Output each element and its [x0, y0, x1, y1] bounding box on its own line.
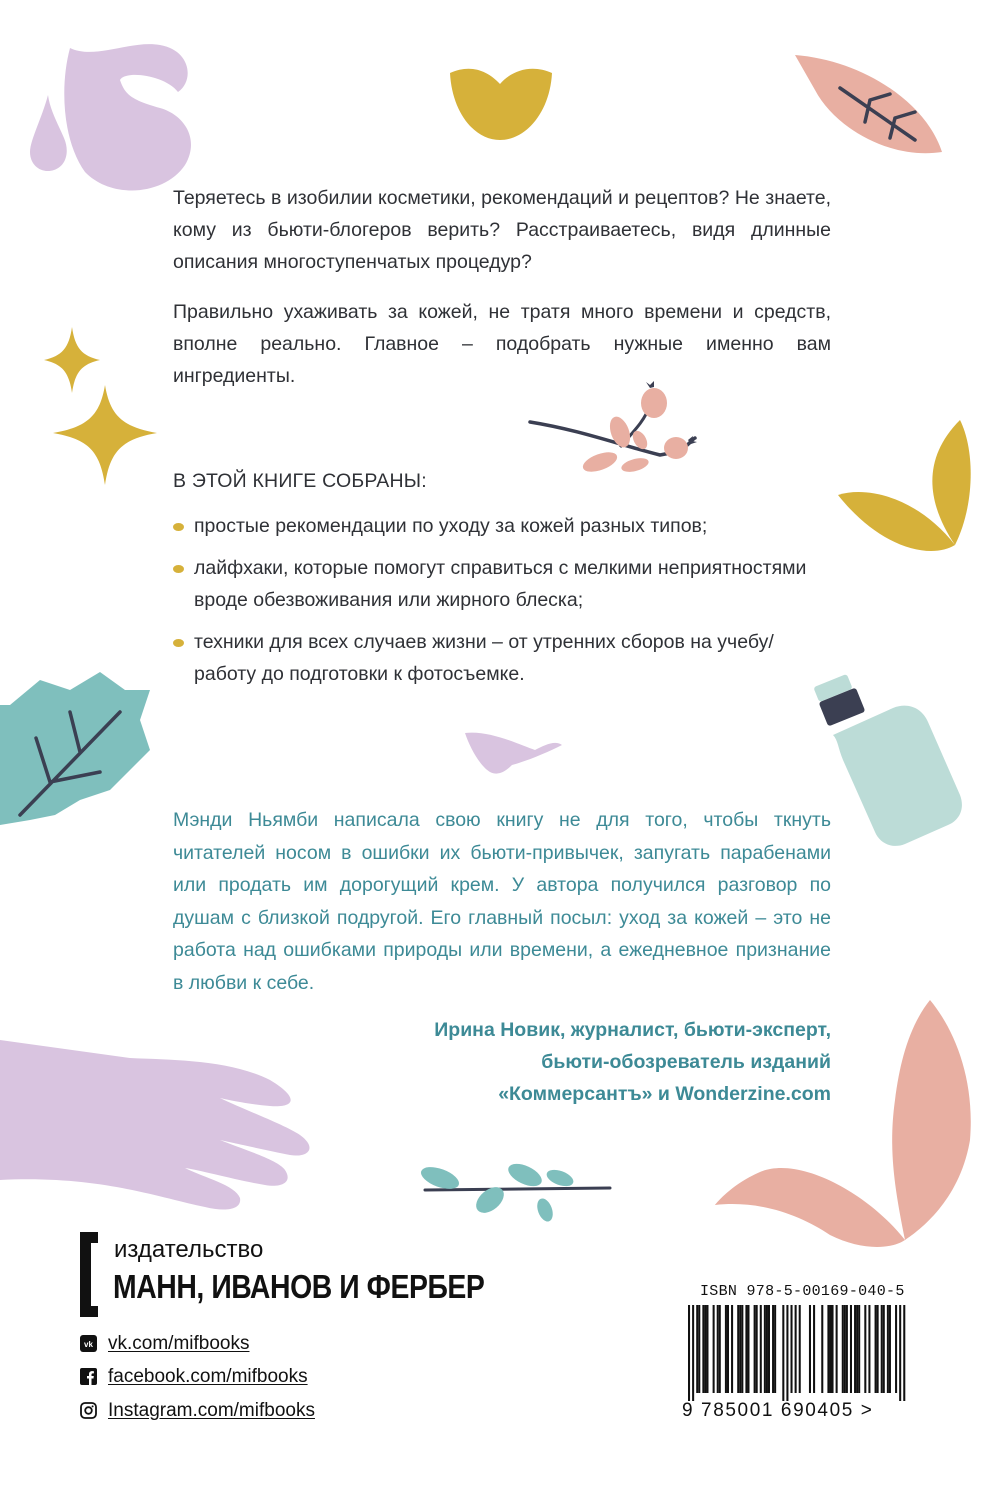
instagram-icon [80, 1402, 97, 1419]
social-link-facebook[interactable]: facebook.com/mifbooks [108, 1366, 308, 1387]
list-item: лайфхаки, которые помогут справиться с мелкими неприятностями вроде обезвоживания или жирного блеска; [173, 552, 833, 616]
intro-paragraph-2: Правильно ухаживать за кожей, не тратя много времени и средств, вполне реально. Главное – подобрать нужные именно вам ингредиенты. [173, 301, 831, 387]
publisher-logo-bracket [80, 1232, 98, 1317]
pink-leaf-icon [795, 55, 942, 153]
mustard-leaves-icon [838, 420, 971, 551]
teal-leaf-icon [0, 672, 150, 825]
review-signature-line-3: «Коммерсантъ» и Wonderzine.com [498, 1083, 831, 1105]
social-facebook[interactable] [80, 1366, 308, 1388]
sparkle-small-icon [44, 327, 100, 393]
bullet-icon [173, 639, 184, 647]
social-instagram[interactable] [80, 1400, 315, 1422]
berry-branch-icon [530, 381, 697, 476]
social-vk[interactable] [80, 1333, 249, 1355]
lavender-drop-icon [465, 733, 562, 774]
book-contents-list [173, 510, 833, 700]
svg-text:vk: vk [84, 1340, 93, 1349]
teal-branch-icon [418, 1159, 610, 1223]
review-signature-line-1: Ирина Новик, журналист, бьюти-эксперт, [434, 1019, 831, 1041]
barcode-digits: 9 785001 690405 > [682, 1400, 874, 1421]
facebook-icon [80, 1368, 97, 1385]
list-item: техники для всех случаев жизни – от утренних сборов на учебу/работу до подготовки к фотосъемке. [173, 626, 833, 690]
sparkle-large-icon [53, 385, 157, 485]
social-link-vk[interactable]: vk.com/mifbooks [108, 1333, 250, 1354]
bottle-icon [813, 674, 962, 846]
publisher-name: МАНН, ИВАНОВ И ФЕРБЕР [113, 1268, 485, 1305]
publisher-label: издательство [114, 1236, 264, 1263]
hand-icon [0, 1040, 309, 1210]
bullet-icon [173, 565, 184, 573]
lavender-splash-icon [30, 44, 191, 190]
review-quote: Мэнди Ньямби написала свою книгу не для того, чтобы ткнуть читателей носом в ошибки их бьюти-привычек, запугать парабенами или продать им дорогущий крем. У автора получился разговор по душам с близкой подругой. Его главный посыл: уход за кожей – это не работа над ошибками природы или времени, а ежедневное признание в любви к себе. [173, 809, 831, 994]
bullet-icon [173, 523, 184, 531]
tulip-icon [450, 69, 552, 140]
book-contents-title: В ЭТОЙ КНИГЕ СОБРАНЫ: [173, 470, 427, 492]
barcode-icon [682, 1305, 912, 1403]
list-item: простые рекомендации по уходу за кожей разных типов; [173, 510, 833, 542]
isbn-text: ISBN 978-5-00169-040-5 [700, 1283, 905, 1300]
review-signature-line-2: бьюти-обозреватель изданий [541, 1051, 831, 1073]
intro-paragraph-1: Теряетесь в изобилии косметики, рекомендаций и рецептов? Не знаете, кому из бьюти-блогеров верить? Расстраиваетесь, видя длинные описания многоступенчатых процедур? [173, 187, 831, 273]
vk-icon [80, 1335, 97, 1352]
social-link-instagram[interactable]: Instagram.com/mifbooks [108, 1400, 315, 1421]
